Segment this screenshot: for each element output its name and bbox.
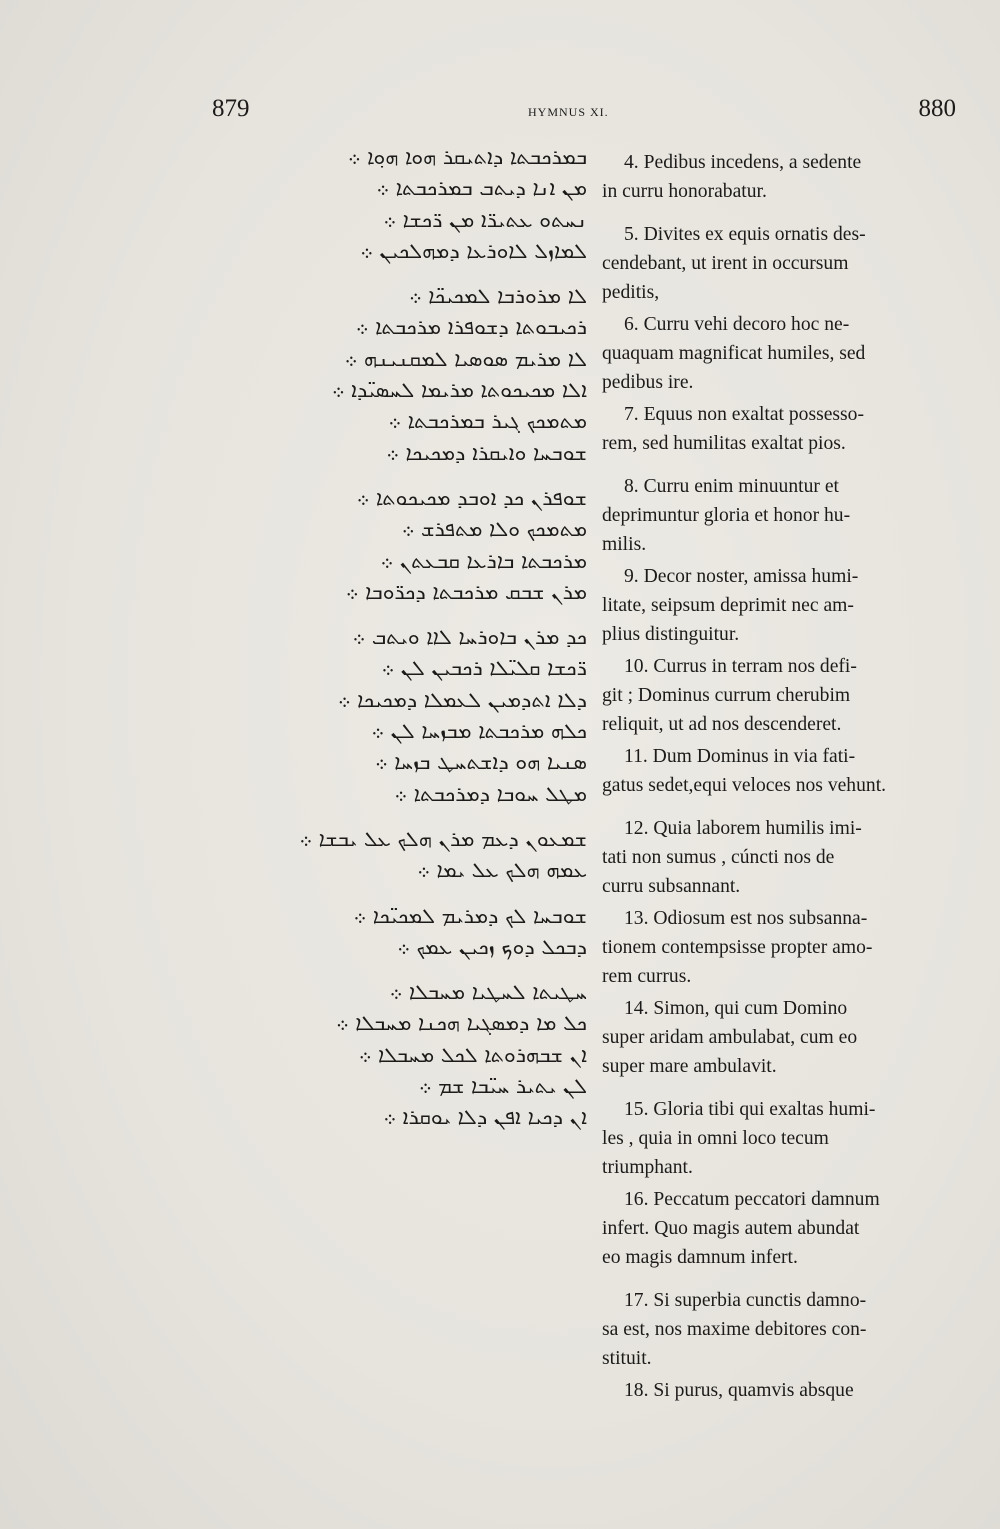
verse-paragraph xyxy=(602,310,958,397)
verse-line: 6. Curru vehi decoro hoc ne- xyxy=(624,314,850,335)
syriac-line: ܪ̈ܟܫܐ ܩܠܝ̈ܠܐ ܪܟܒܝܢ ܠܢ ܀ xyxy=(381,656,587,681)
syriac-line: ܡܛܠ ܚܘܒܐ ܕܡܪܟܒܬܐ ܀ xyxy=(394,781,587,806)
verse-line: git ; Dominus currum cherubim xyxy=(602,685,851,706)
verse-line: plius distinguitur. xyxy=(602,624,740,645)
verse-paragraph xyxy=(602,814,958,901)
verse-line: quaquam magnificat humiles, sed xyxy=(602,343,866,364)
running-title: HYMNUS XI. xyxy=(528,105,609,119)
verse-line: 16. Peccatum peccatori damnum xyxy=(624,1189,880,1210)
verse-paragraph xyxy=(602,1185,958,1272)
verse-line: rem currus. xyxy=(602,966,692,987)
page-number-left: 879 xyxy=(212,95,250,122)
verse-line: super mare ambulavit. xyxy=(602,1056,777,1077)
verse-line: in curru honorabatur. xyxy=(602,181,767,202)
syriac-line: ܫܘܦܪܢ ܟܕ ܐܘܒܕ ܡܟܝܟܘܬܐ ܀ xyxy=(356,485,587,510)
verse-paragraph xyxy=(602,1376,958,1405)
syriac-line: ܐܠܐ ܡܟܝܟܘܬܐ ܡܪܝܡܐ ܠܚܣܝ̈ܕܐ ܀ xyxy=(331,378,587,403)
syriac-line: ܣܢܝܐ ܗܘ ܕܐܫܬܚܛ ܒܙܚܐ ܀ xyxy=(374,750,587,775)
syriac-line: ܡܢ ܐܢܐ ܕܝܬܒ ܒܡܪܟܒܬܐ ܀ xyxy=(376,176,587,201)
verse-line: 4. Pedibus incedens, a sedente xyxy=(624,152,862,173)
syriac-line: ܡܬܡܟܟ ܓܝܪ ܒܡܪܟܒܬܐ ܀ xyxy=(388,409,587,434)
syriac-line: ܥܡܗ ܗܠܟ ܥܠ ܝܡܐ ܀ xyxy=(417,858,587,883)
verse-line: cendebant, ut irent in occursum xyxy=(602,253,849,274)
syriac-line: ܠܢ ܝܬܝܪ ܚܝ̈ܒܐ ܫܡ ܀ xyxy=(418,1074,587,1099)
verse-line: pedibus ire. xyxy=(602,372,694,393)
verse-line: 12. Quia laborem humilis imi- xyxy=(624,818,862,839)
verse-line: super aridam ambulabat, cum eo xyxy=(602,1027,858,1048)
verse-line: 9. Decor noster, amissa humi- xyxy=(624,566,859,587)
verse-line: 18. Si purus, quamvis absque xyxy=(624,1380,854,1401)
syriac-line: ܐܢ ܫܒܗܪܘܬܐ ܠܟܠ ܡܚܒܠܐ ܀ xyxy=(358,1042,587,1067)
verse-line: infert. Quo magis autem abundat xyxy=(602,1218,860,1239)
verse-line: litate, seipsum deprimit nec am- xyxy=(602,595,854,616)
verse-line: gatus sedet,equi veloces nos vehunt. xyxy=(602,775,887,796)
verse-line: les , quia in omni loco tecum xyxy=(602,1128,829,1149)
syriac-line: ܒܡܪܟܒܬܐ ܕܐܬܝܩܪ ܗܘܐ ܗܘ݂ܐ ܀ xyxy=(347,145,587,169)
syriac-line: ܕܠܐ ܐܬܕܡܝܢ ܠܥܡܠܐ ܕܡܟܝܟܐ ܀ xyxy=(337,687,587,712)
verse-paragraph xyxy=(602,562,958,649)
verse-line: 8. Curru enim minuuntur et xyxy=(624,476,839,497)
verse-paragraph xyxy=(602,904,958,991)
syriac-line: ܚܛܝܬܐ ܠܚܛܝܐ ܡܚܒܠܐ ܀ xyxy=(389,980,587,1005)
verse-line: 17. Si superbia cunctis damno- xyxy=(624,1290,867,1311)
syriac-line: ܟܠܗ ܡܪܟܒܬܐ ܡܒܙܚܐ ܠܢ ܀ xyxy=(371,719,587,744)
syriac-line: ܫܘܒܚܐ ܘܐܝܩܪܐ ܕܡܟܝܟܐ ܀ xyxy=(386,440,587,465)
syriac-line: ܐܢ ܕܟܝܐ ܐܦܢ ܕܠܐ ܝܘܩܪܐ ܀ xyxy=(383,1105,587,1130)
verse-paragraph xyxy=(602,994,958,1081)
verse-paragraph xyxy=(602,148,958,206)
syriac-line: ܕܒܟܠ ܕܘܟ ܙܟܝܢ ܥܡܟ ܀ xyxy=(397,934,587,959)
syriac-line: ܫܡܥܘܢ ܕܥܡ ܡܪܢ ܗܠܟ ܥܠ ܝܒܫܐ ܀ xyxy=(299,826,587,851)
syriac-line: ܟܕ ܡܪܢ ܒܐܘܪܚܐ ܠܐܐ ܘܝܬܒ ܀ xyxy=(352,625,587,650)
syriac-line: ܡܬܡܟܟ ܘܠܐ ܡܬܦܪܫ ܀ xyxy=(401,517,587,542)
syriac-line: ܟܠ ܡܐ ܕܡܣܓܝܐ ܗܟܢܐ ܡܚܒܠܐ ܀ xyxy=(335,1011,587,1036)
verse-line: triumphant. xyxy=(602,1157,693,1178)
syriac-line: ܠܐ ܡܪܝܡ ܣܘܣܝܐ ܠܡܩܢܝܢܗ ܀ xyxy=(344,346,587,371)
verse-line: reliquit, ut ad nos descenderet. xyxy=(602,714,842,735)
verse-paragraph xyxy=(602,1286,958,1373)
verse-paragraph xyxy=(602,742,958,800)
verse-paragraph xyxy=(602,472,958,559)
page-header xyxy=(0,95,1000,135)
syriac-line: ܫܘܒܚܐ ܠܟ ܕܡܪܝܡ ܠܡܟܝ̈ܟܐ ܀ xyxy=(353,903,587,928)
page-number-right: 880 xyxy=(918,95,956,122)
verse-line: peditis, xyxy=(602,282,660,303)
syriac-line: ܢܚܬܘ ܥܬܝܪ̈ܐ ܡܢ ܪ̈ܟܫܐ ܀ xyxy=(383,207,587,232)
verse-line: rem, sed humilitas exaltat pios. xyxy=(602,433,846,454)
verse-line: 15. Gloria tibi qui exaltas humi- xyxy=(624,1099,876,1120)
syriac-line: ܠܡܐܙܠ ܠܐܘܪܥܐ ܕܡܗܠܟܝܢ ܀ xyxy=(360,238,587,263)
verse-line: tionem contempsisse propter amo- xyxy=(602,937,873,958)
verse-line: 13. Odiosum est nos subsanna- xyxy=(624,908,868,929)
verse-paragraph xyxy=(602,652,958,739)
verse-line: 10. Currus in terram nos defi- xyxy=(624,656,857,677)
verse-paragraph xyxy=(602,1095,958,1182)
verse-line: 14. Simon, qui cum Domino xyxy=(624,998,848,1019)
verse-line: stituit. xyxy=(602,1348,652,1369)
syriac-line: ܪܟܝܒܘܬܐ ܕܫܘܦܪܐ ܡܪܟܒܬܐ ܀ xyxy=(355,315,587,340)
verse-line: milis. xyxy=(602,534,647,555)
syriac-line: ܡܪܟܒܬܐ ܒܐܪܥܐ ܩܒܥܬܢ ܀ xyxy=(380,548,587,573)
latin-translation-column xyxy=(602,148,958,1408)
verse-line: 11. Dum Dominus in via fati- xyxy=(624,746,856,767)
verse-line: 5. Divites ex equis ornatis des- xyxy=(624,224,866,245)
verse-line: tati non sumus , cúncti nos de xyxy=(602,847,835,868)
syriac-line: ܠܐ ܡܪܘܪܒܐ ܠܡܟܝܟ̈ܐ ܀ xyxy=(408,284,587,309)
verse-line: 7. Equus non exaltat possesso- xyxy=(624,404,864,425)
syriac-line: ܡܪܢ ܫܒܩ ܡܪܟܒܬܐ ܕܟܪ̈ܘܒܐ ܀ xyxy=(345,579,587,604)
syriac-text-column xyxy=(212,142,587,1134)
verse-line: deprimuntur gloria et honor hu- xyxy=(602,505,851,526)
verse-line: eo magis damnum infert. xyxy=(602,1247,798,1268)
verse-line: curru subsannant. xyxy=(602,876,741,897)
verse-paragraph xyxy=(602,220,958,307)
verse-paragraph xyxy=(602,400,958,458)
verse-line: sa est, nos maxime debitores con- xyxy=(602,1319,867,1340)
